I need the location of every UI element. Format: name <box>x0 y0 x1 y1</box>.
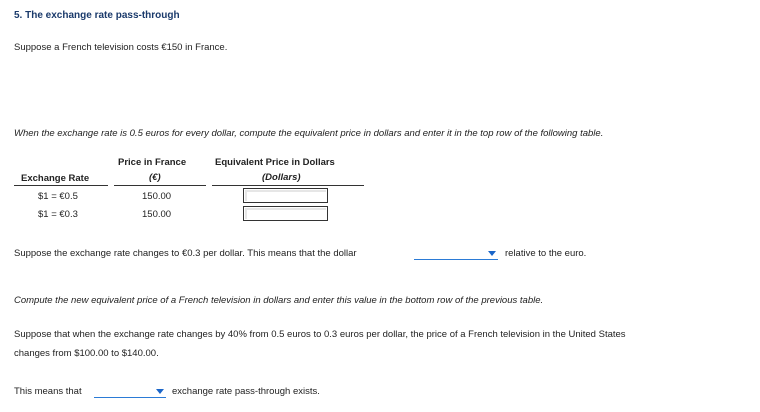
table-rule-col1 <box>14 185 108 186</box>
pass-through-paragraph-line1: Suppose that when the exchange rate changes by 40% from 0.5 euros to 0.3 euros per dollar, the price of a French television in the United States <box>14 329 626 340</box>
equivalent-price-input-row2[interactable] <box>243 206 328 221</box>
intro-text: Suppose a French television costs €150 in France. <box>14 42 228 53</box>
exchange-change-suffix: relative to the euro. <box>505 248 587 259</box>
conclusion-suffix: exchange rate pass-through exists. <box>172 386 320 397</box>
pass-through-dropdown[interactable] <box>94 386 166 398</box>
row-price-france: 150.00 <box>142 191 172 202</box>
dollar-change-dropdown[interactable] <box>414 248 498 260</box>
header-equivalent-price: Equivalent Price in Dollars <box>215 157 335 168</box>
table-rule-col2 <box>114 185 206 186</box>
pass-through-paragraph-line2: changes from $100.00 to $140.00. <box>14 348 159 359</box>
row-price-france: 150.00 <box>142 209 172 220</box>
question-title: 5. The exchange rate pass-through <box>14 10 180 21</box>
subheader-euro: (€) <box>149 172 161 183</box>
table-rule-col3 <box>212 185 364 186</box>
row-exchange-rate: $1 = €0.3 <box>38 209 78 220</box>
instruction-text-2: Compute the new equivalent price of a French television in dollars and enter this value in the bottom row of the previous table. <box>14 295 544 306</box>
equivalent-price-input-row1[interactable] <box>243 188 328 203</box>
conclusion-text: This means that <box>14 386 82 397</box>
header-price-in-france: Price in France <box>118 157 187 168</box>
instruction-text-1: When the exchange rate is 0.5 euros for every dollar, compute the equivalent price in dollars and enter it in the top row of the following table. <box>14 128 604 139</box>
subheader-dollars: (Dollars) <box>262 172 301 183</box>
dropdown-arrow-icon <box>488 251 496 256</box>
row-exchange-rate: $1 = €0.5 <box>38 191 78 202</box>
dropdown-arrow-icon <box>156 389 164 394</box>
exchange-change-text: Suppose the exchange rate changes to €0.3 per dollar. This means that the dollar <box>14 248 357 259</box>
header-exchange-rate: Exchange Rate <box>21 173 90 184</box>
